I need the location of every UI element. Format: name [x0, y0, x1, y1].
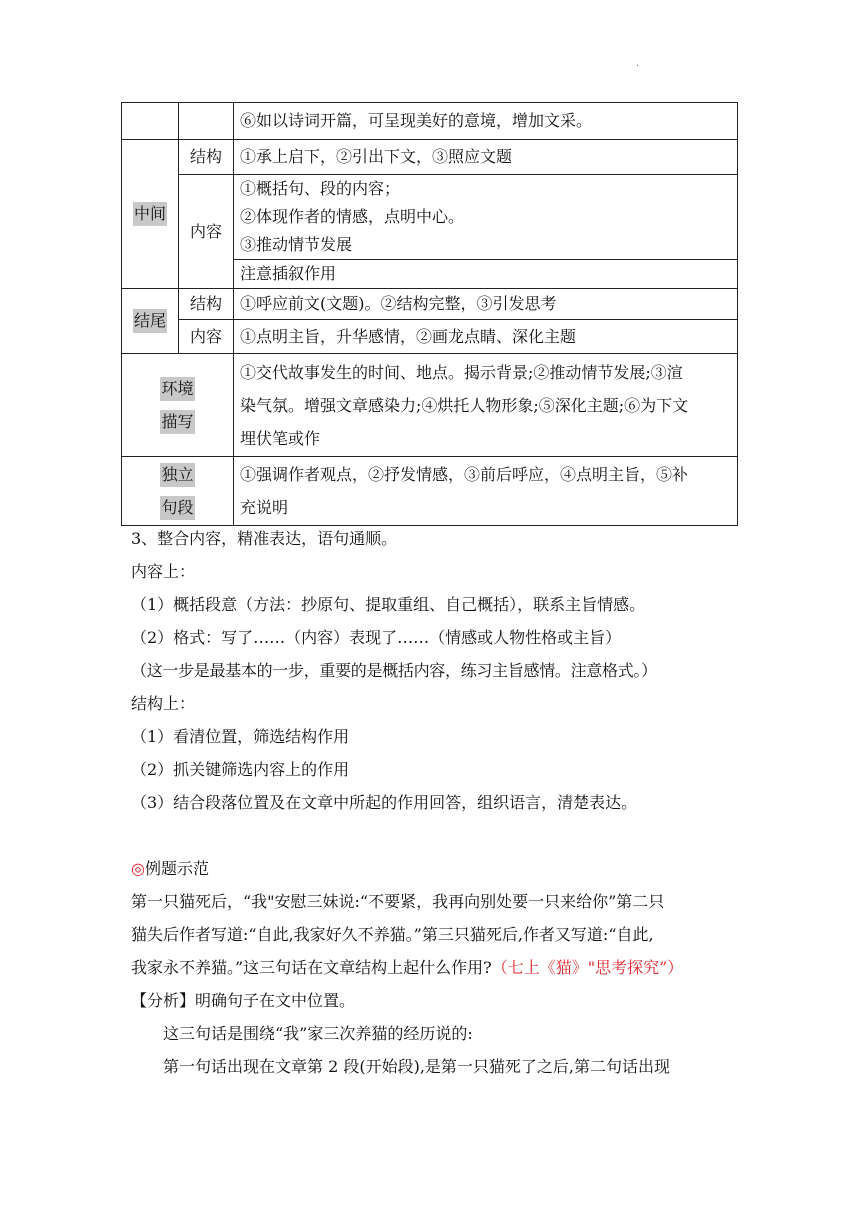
question-line-1: 第一只猫死后，“我"安慰三妹说:“不要紧，我再向别处要一只来给你”第二只	[131, 892, 665, 911]
ending-structure-label: 结构	[179, 289, 234, 320]
environment-line: 埋伏笔或作	[240, 428, 321, 448]
middle-structure-text: ①承上启下，②引出下文，③照应文题	[234, 140, 738, 175]
opening-poetry-cell: ⑥如以诗词开篇，可呈现美好的意境，增加文采。	[234, 103, 738, 140]
ending-content-label: 内容	[179, 320, 234, 354]
header-dot: .	[636, 58, 640, 69]
middle-label-cell	[122, 140, 179, 289]
structure-heading: 结构上：	[131, 694, 196, 713]
table-row	[122, 140, 738, 175]
independent-label-cell	[122, 457, 234, 526]
middle-content-line: ①概括句、段的内容；	[240, 179, 401, 198]
example-heading	[131, 852, 741, 885]
ending-label-cell	[122, 289, 179, 354]
middle-note: 注意插叙作用	[234, 260, 738, 289]
body-text	[131, 522, 741, 1083]
middle-structure-label: 结构	[179, 140, 234, 175]
ending-structure-text: ①呼应前文(文题)。②结构完整，③引发思考	[234, 289, 738, 320]
structure-point-2: （2）抓关键筛选内容上的作用	[131, 760, 350, 779]
empty-cell	[179, 103, 234, 140]
question-line-2: 猫失后作者写道:“自此,我家好久不养猫。”第三只猫死后,作者又写道:“自此,	[131, 925, 654, 944]
empty-cell	[122, 103, 179, 140]
ending-content-text: ①点明主旨，升华感情，②画龙点睛、深化主题	[234, 320, 738, 354]
step-3-heading: 3、整合内容，精准表达，语句通顺。	[131, 529, 398, 548]
table-row	[122, 457, 738, 526]
content-heading: 内容上：	[131, 562, 196, 581]
table-row	[122, 320, 738, 354]
middle-content-label: 内容	[179, 175, 234, 289]
environment-label-2: 描写	[160, 410, 194, 434]
independent-text-cell	[234, 457, 738, 526]
answer-line-1: 这三句话是围绕“我”家三次养猫的经历说的:	[163, 1024, 473, 1043]
environment-line: ①交代故事发生的时间、地点。揭示背景;②推动情节发展;③渲	[240, 362, 683, 382]
question-text: 我家永不养猫。”这三句话在文章结构上起什么作用?	[131, 958, 492, 977]
independent-label-1: 独立	[160, 463, 194, 487]
table-row	[122, 175, 738, 260]
ending-label: 结尾	[133, 309, 167, 333]
analysis-line: 【分析】明确句子在文中位置。	[131, 991, 356, 1010]
table-row	[122, 289, 738, 320]
question-line-3	[131, 951, 741, 984]
answer-line-2: 第一句话出现在文章第 2 段(开始段),是第一只猫死了之后,第二句话出现	[163, 1057, 671, 1076]
middle-label: 中间	[133, 202, 167, 226]
table-row	[122, 103, 738, 140]
example-ring-icon: ◎	[131, 859, 145, 878]
independent-label-2: 句段	[160, 496, 194, 520]
content-point-2: （2）格式：写了……（内容）表现了……（情感或人物性格或主旨）	[131, 628, 622, 647]
independent-line: ①强调作者观点，②抒发情感，③前后呼应，④点明主旨，⑤补	[240, 465, 689, 484]
middle-content-line: ②体现作者的情感，点明中心。	[240, 207, 465, 226]
answer-method-table	[121, 102, 738, 526]
environment-label-1: 环境	[160, 377, 194, 401]
content-point-1: （1）概括段意（方法：抄原句、提取重组、自己概括），联系主旨情感。	[131, 595, 646, 614]
independent-line: 充说明	[240, 498, 289, 517]
environment-line: 染气氛。增强文章感染力;④烘托人物形象;⑤深化主题;⑥为下文	[240, 395, 689, 415]
table-row	[122, 354, 738, 457]
content-point-3: （这一步是最基本的一步，重要的是概括内容，练习主旨感情。注意格式。）	[131, 661, 657, 680]
structure-point-1: （1）看清位置，筛选结构作用	[131, 727, 350, 746]
middle-content-line: ③推动情节发展	[240, 235, 353, 254]
environment-label-cell	[122, 354, 234, 457]
example-title: 例题示范	[144, 859, 209, 878]
structure-point-3: （3）结合段落位置及在文章中所起的作用回答，组织语言，清楚表达。	[131, 793, 638, 812]
middle-content-cell	[234, 175, 738, 260]
environment-text-cell	[234, 354, 738, 457]
question-source: （七上《猫》"思考探究”）	[491, 958, 684, 977]
